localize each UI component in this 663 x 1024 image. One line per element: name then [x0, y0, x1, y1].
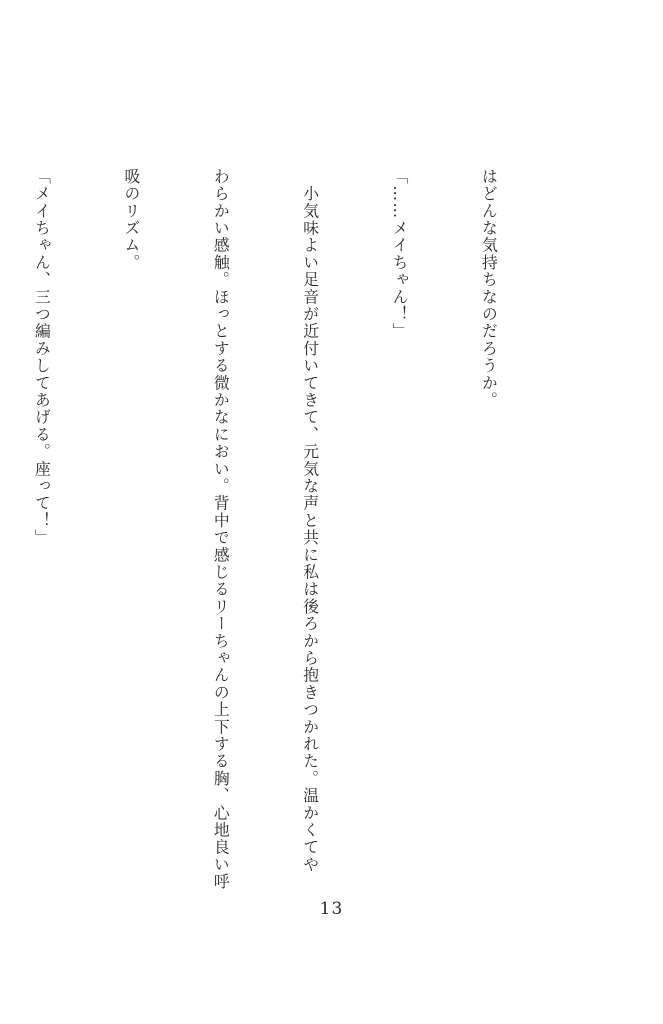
page-number: 13	[319, 899, 344, 919]
text-line: 「……メイちゃん！」	[390, 168, 410, 340]
body-text	[0, 168, 563, 891]
text-line: 「メイちゃん、三つ編みしてあげる。座って！」	[32, 168, 52, 547]
text-line: 小気味よい足音が近付いてきて、元気な声と共に私は後ろから抱きつかれた。温かくてや	[300, 168, 320, 874]
text-line: 吸のリズム。	[121, 168, 141, 272]
text-line: はどんな気持ちなのだろうか。	[479, 168, 499, 409]
text-line: わらかい感触。ほっとする微かなにおい。背中で感じるリーちゃんの上下する胸、心地良い呼	[211, 168, 231, 891]
